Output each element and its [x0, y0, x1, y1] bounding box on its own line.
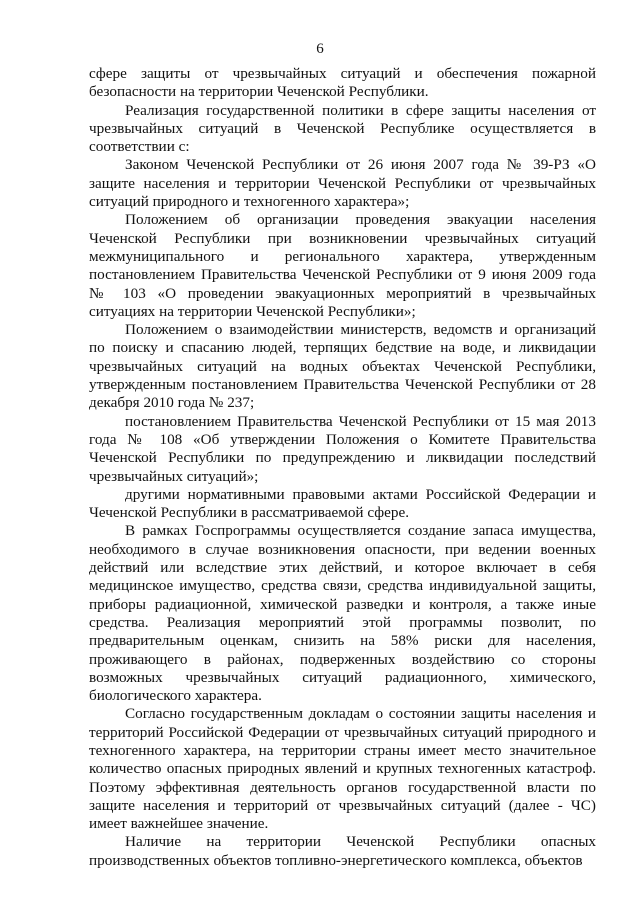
paragraph-hazardous-facilities: Наличие на территории Чеченской Республики опасных производственных объектов топливно-энергетического комплекса, объектов: [89, 833, 596, 869]
paragraph-evacuation-regulation: Положением об организации проведения эвакуации населения Чеченской Республики при возникновении чрезвычайных ситуаций межмуниципального и регионального характера, утвержденным постановлением Правительства Чеченской Республики от 9 июня 2009 года № 103 «О проведении эвакуационных мероприятий в чрезвычайных ситуациях на территории Чеченской Республики»;: [89, 211, 596, 320]
page-number: 6: [316, 41, 324, 57]
body-text: [89, 65, 596, 870]
paragraph-intro: Реализация государственной политики в сфере защиты населения от чрезвычайных ситуаций в Чеченской Республике осуществляется в соответствии с:: [89, 101, 596, 156]
paragraph-state-reports: Согласно государственным докладам о состоянии защиты населения и территорий Российской Федерации от чрезвычайных ситуаций природного и техногенного характера, на территории страны имеет место значительное количество опасных природных явлений и крупных техногенных катастроф. Поэтому эффективная деятельность органов государственной власти по защите населения и территорий от чрезвычайных ситуаций (далее - ЧС) имеет важнейшее значение.: [89, 705, 596, 833]
paragraph-rescue-regulation: Положением о взаимодействии министерств, ведомств и организаций по поиску и спасанию людей, терпящих бедствие на воде, и ликвидации чрезвычайных ситуаций на водных объектах Чеченской Республики, утвержденным постановлением Правительства Чеченской Республики от 28 декабря 2010 года № 237;: [89, 321, 596, 412]
paragraph-other-acts: другими нормативными правовыми актами Российской Федерации и Чеченской Республики в рассматриваемой сфере.: [89, 485, 596, 522]
paragraph-government-decree: постановлением Правительства Чеченской Республики от 15 мая 2013 года № 108 «Об утверждении Положения о Комитете Правительства Чеченской Республики по предупреждению и ликвидации последствий чрезвычайных ситуаций»;: [89, 412, 596, 485]
paragraph-state-program: В рамках Госпрограммы осуществляется создание запаса имущества, необходимого в случае возникновения опасности, при ведении военных действий или вследствие этих действий, и которое включает в себя медицинское имущество, средства связи, средства индивидуальной защиты, приборы радиационной, химической разведки и контроля, а также иные средства. Реализация мероприятий этой программы позволит, по предварительным оценкам, снизить на 58% риски для населения, проживающего в районах, подверженных воздействию со стороны возможных чрезвычайных ситуаций радиационного, химического, биологического характера.: [89, 522, 596, 705]
paragraph-continuation: сфере защиты от чрезвычайных ситуаций и обеспечения пожарной безопасности на территории Чеченской Республики.: [89, 65, 596, 101]
paragraph-law-reference: Законом Чеченской Республики от 26 июня 2007 года № 39-РЗ «О защите населения и территории Чеченской Республики от чрезвычайных ситуаций природного и техногенного характера»;: [89, 156, 596, 211]
